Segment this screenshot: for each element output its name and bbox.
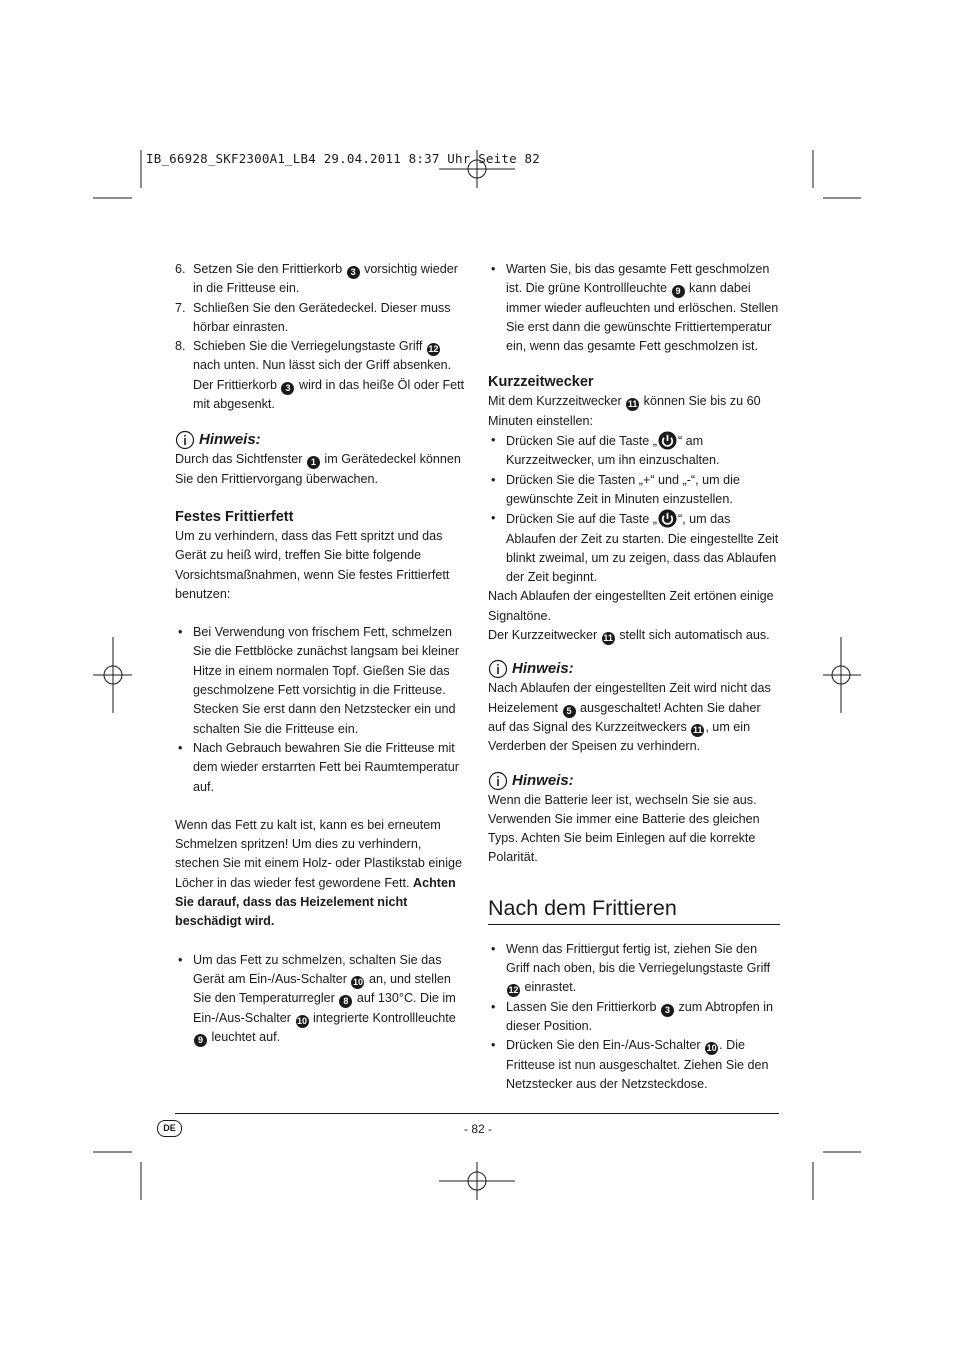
step-number: 8. <box>175 339 186 354</box>
ref-number-badge: 12 <box>508 985 519 996</box>
warning-text: Achten Sie darauf, dass das Heizelement nicht beschädigt wird. <box>175 875 456 929</box>
ref-number-badge: 9 <box>194 1034 207 1047</box>
ref-number-badge: 11 <box>627 399 638 410</box>
footer-divider <box>175 1113 779 1114</box>
bullet-item: • Drücken Sie auf die Taste „ “ am Kurzzeitwecker, um ihn einzuschalten. <box>491 433 720 468</box>
hint-text: Durch das Sichtfenster 1 im Gerätedeckel können Sie den Frittiervorgang überwachen. <box>175 452 461 486</box>
print-slug: IB_66928_SKF2300A1_LB4 29.04.2011 8:37 Uhr Seite 82 <box>146 151 541 166</box>
step-6: 6. Setzen Sie den Frittierkorb 3 vorsichtig wieder in die Fritteuse ein. <box>175 262 458 296</box>
bullet: • <box>491 472 496 487</box>
bullet: • <box>178 952 183 967</box>
paragraph: Mit dem Kurzzeitwecker 11 können Sie bis zu 60 Minuten einstellen: <box>488 394 761 428</box>
bullet-item: • Um das Fett zu schmelzen, schalten Sie das Gerät am Ein-/Aus-Schalter 10 an, und stellen Sie den Temperaturregler 8 auf 130°C. Die im Ein-/Aus-Schalter 10 integrierte Kontrollleuchte 9 leuchtet auf. <box>178 952 456 1045</box>
paragraph: Nach Ablaufen der eingestellten Zeit ertönen einige Signaltöne. <box>488 589 774 623</box>
ref-number-badge: 1 <box>307 456 320 469</box>
bullet-item: • Bei Verwendung von frischem Fett, schmelzen Sie die Fettblöcke zunächst langsam bei kleiner Hitze in einem normalen Topf. Gießen Sie das geschmolzene Fett vorsichtig in die Fritteuse. Stecken Sie erst dann den Netzstecker ein und schalten Sie die Fritteuse ein. <box>178 625 460 736</box>
bullet: • <box>491 941 496 956</box>
ref-number-badge: 10 <box>296 1015 307 1026</box>
bullet: • <box>491 1038 496 1053</box>
paragraph: Wenn das Fett zu kalt ist, kann es bei erneutem Schmelzen spritzen! Um dies zu verhindern, stechen Sie mit einem Holz- oder Plastikstab einige Löcher in das wieder fest gewordene Fett. Achten Sie darauf, dass das Heizelement nicht beschädigt wird. <box>175 817 462 929</box>
ref-number-badge: 11 <box>603 633 613 644</box>
hint-text: Wenn die Batterie leer ist, wechseln Sie sie aus. Verwenden Sie immer eine Batterie des gleichen Typs. Achten Sie beim Einlegen auf die korrekte Polarität. <box>488 792 760 865</box>
power-icon <box>658 431 677 450</box>
registration-mark-bottom <box>439 1162 515 1200</box>
section-heading: Kurzzeitwecker <box>488 374 594 391</box>
bullet-item: • Nach Gebrauch bewahren Sie die Fritteuse mit dem wieder erstarrten Fett bei Raumtemperatur auf. <box>178 740 459 794</box>
info-icon <box>488 659 508 679</box>
bullet-item: • Drücken Sie den Ein-/Aus-Schalter 10 . Die Fritteuse ist nun ausgeschaltet. Ziehen Sie den Netzstecker aus der Netzsteckdose. <box>491 1038 769 1091</box>
bullet-item: • Wenn das Frittiergut fertig ist, ziehen Sie den Griff nach oben, bis die Verriegelungstaste Griff 12 einrastet. <box>491 941 771 996</box>
hint-text: Nach Ablaufen der eingestellten Zeit wird nicht das Heizelement 5 ausgeschaltet! Achten Sie daher auf das Signal des Kurzzeitweckers 11 , um ein Verderben der Speisen zu verhindern. <box>488 681 771 754</box>
info-icon <box>175 430 195 450</box>
bullet: • <box>491 999 496 1014</box>
ref-number-badge: 12 <box>428 344 439 355</box>
bullet: • <box>491 511 496 526</box>
step-number: 6. <box>175 262 186 276</box>
bullet: • <box>178 740 183 755</box>
ref-number-badge: 9 <box>672 285 685 298</box>
registration-mark-left <box>93 637 132 713</box>
ref-number-badge: 11 <box>693 724 703 735</box>
bullet-item: • Lassen Sie den Frittierkorb 3 zum Abtropfen in dieser Position. <box>491 999 774 1033</box>
info-icon <box>488 771 508 791</box>
step-7: 7. Schließen Sie den Gerätedeckel. Dieser muss hörbar einrasten. <box>175 300 451 334</box>
hint-heading: Hinweis: <box>488 771 780 791</box>
bullet-item: • Drücken Sie auf die Taste „ “, um das Ablaufen der Zeit zu starten. Die eingestellte Zeit blinkt zweimal, um zu zeigen, dass das Ablaufen der Zeit beginnt. <box>491 511 779 585</box>
ref-number-badge: 10 <box>352 976 363 987</box>
bullet: • <box>491 433 496 448</box>
language-badge: DE <box>157 1120 182 1137</box>
hint-heading: Hinweis: <box>488 659 780 679</box>
ref-number-badge: 8 <box>339 995 352 1008</box>
ref-number-badge: 3 <box>661 1004 674 1017</box>
power-icon <box>658 509 677 528</box>
section-heading: Festes Frittierfett <box>175 508 294 525</box>
step-8: 8. Schieben Sie die Verriegelungstaste Griff 12 nach unten. Nun lässt sich der Griff absenken. Der Frittierkorb 3 wird in das heiße Öl oder Fett mit abgesenkt. <box>175 339 465 412</box>
step-number: 7. <box>175 300 186 315</box>
hint-heading: Hinweis: <box>175 430 467 450</box>
ref-number-badge: 5 <box>563 705 576 718</box>
left-column <box>175 260 467 1047</box>
ref-number-badge: 3 <box>281 382 294 395</box>
page-number: - 82 - <box>463 1122 492 1136</box>
chapter-heading: Nach dem Frittieren <box>488 895 677 920</box>
paragraph: Um zu verhindern, dass das Fett spritzt und das Gerät zu heiß wird, treffen Sie bitte folgende Vorsichtsmaßnahmen, wenn Sie festes Frittierfett benutzen: <box>175 528 450 601</box>
ref-number-badge: 10 <box>706 1043 717 1054</box>
bullet: • <box>178 625 183 640</box>
bullet-item: • Drücken Sie die Tasten „+“ und „-“, um die gewünschte Zeit in Minuten einzustellen. <box>491 472 740 506</box>
bullet-item: • Warten Sie, bis das gesamte Fett geschmolzen ist. Die grüne Kontrollleuchte 9 kann dabei immer wieder aufleuchten und erlöschen. Stellen Sie erst dann die gewünschte Frittiertemperatur ein, wenn das gesamte Fett geschmolzen ist. <box>491 262 779 354</box>
paragraph: Der Kurzzeitwecker 11 stellt sich automatisch aus. <box>488 628 770 644</box>
ref-number-badge: 3 <box>347 266 360 279</box>
bullet: • <box>491 262 496 276</box>
registration-mark-right <box>823 637 861 713</box>
right-column <box>488 260 780 1094</box>
